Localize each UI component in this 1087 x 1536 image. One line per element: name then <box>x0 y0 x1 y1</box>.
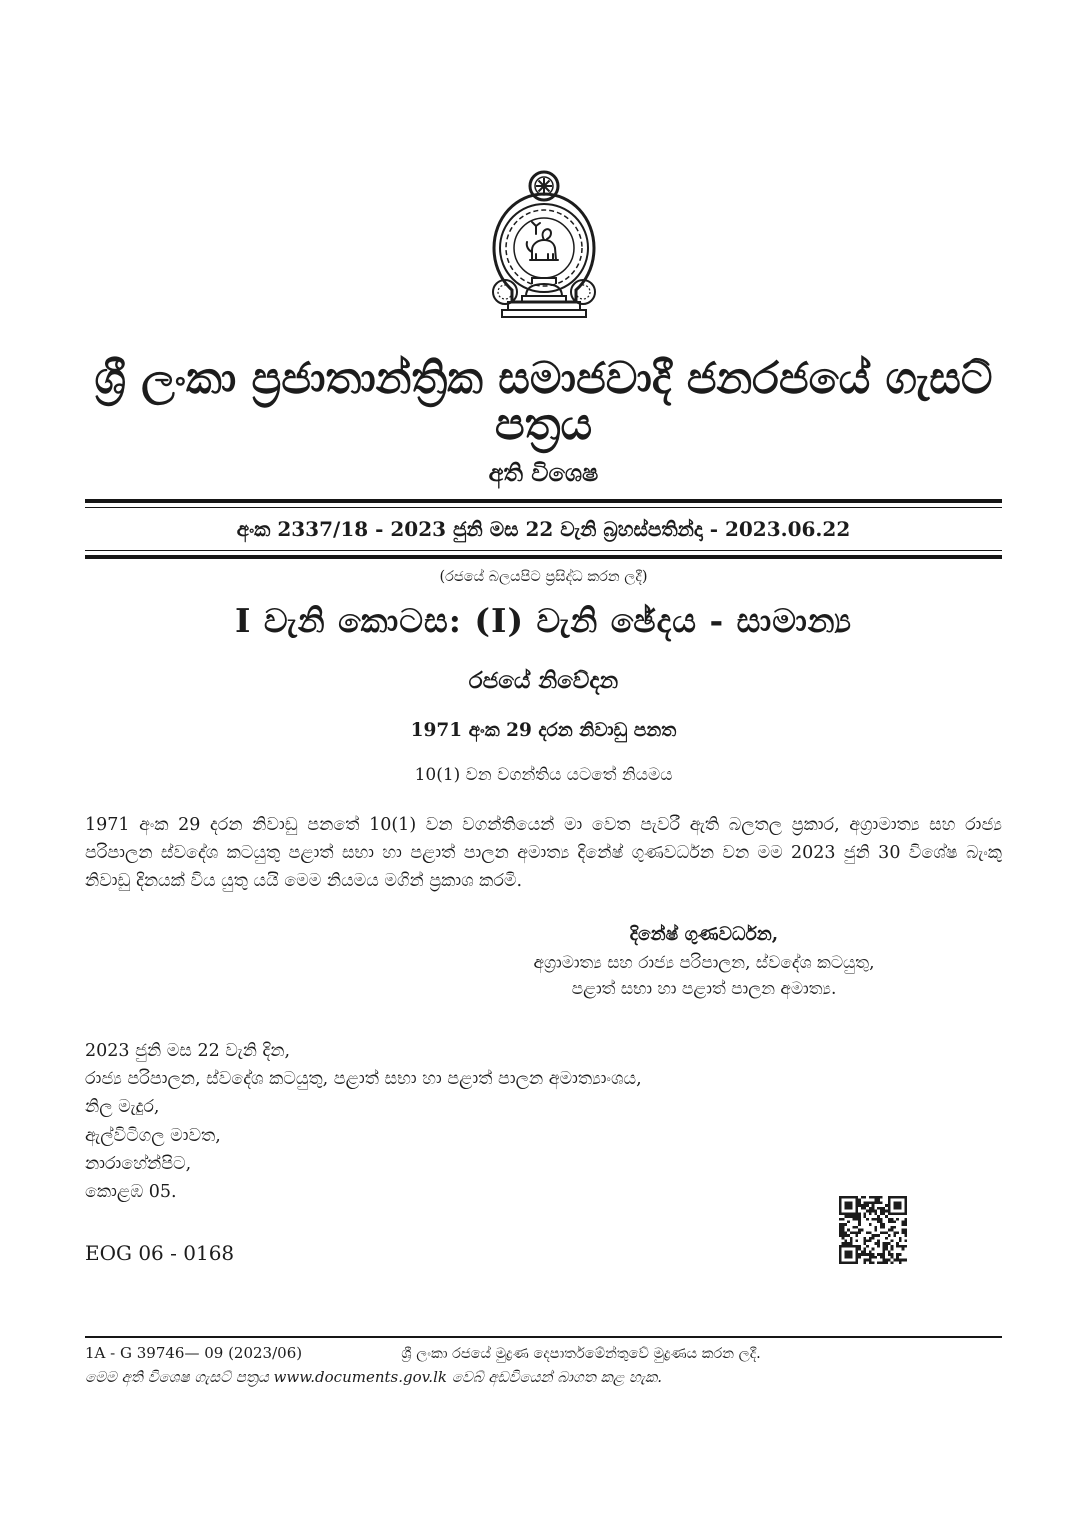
authority-note: (රජයේ බලයපිට ප්‍රසිද්ධ කරන ලදී) <box>439 569 648 586</box>
separator-top <box>85 499 1002 508</box>
dateline-line: 2023 ජුනි මස 22 වැනි දින, <box>85 1040 291 1061</box>
signatory-role-line2: පළාත් සභා හා පළාත් පාලන අමාත්‍ය. <box>571 979 837 1000</box>
sri-lanka-emblem-icon <box>478 168 610 344</box>
gazette-subtitle: අති විශෙෂ <box>488 458 599 488</box>
dateline-line: ඇල්විටිගල මාවත, <box>85 1125 221 1146</box>
qr-code-icon <box>839 1196 907 1264</box>
footer-rule <box>85 1336 1002 1338</box>
dateline-line: රාජ්‍ය පරිපාලන, ස්වදේශ කටයුතු, පළාත් සභා හා පළාත් පාලන අමාත්‍යාංශය, <box>85 1069 642 1090</box>
signatory-name: දිනේෂ් ගුණවර්ධන, <box>629 924 779 946</box>
national-emblem <box>85 168 1002 344</box>
dateline-line: නිල මැදුර, <box>85 1097 160 1118</box>
footer-printer-note: ශ්‍රී ලංකා රජයේ මුද්‍රණ දෙපාර්තමේන්තුවේ මුද්‍රණය කරන ලදී. <box>401 1346 761 1362</box>
order-title: 10(1) වන වගන්තිය යටතේ නියමය <box>414 765 673 786</box>
page-footer <box>85 1336 1002 1386</box>
footer-download-note: මෙම අති විශෙෂ ගැසට් පත්‍රය www.documents.gov.lk වෙබ් අඩවියෙන් බාගත කළ හැක. <box>85 1368 662 1386</box>
signature-block <box>494 921 914 1002</box>
notice-body-paragraph: 1971 අංක 29 දරන නිවාඩු පනතේ 10(1) වන වගන්තියෙන් මා වෙත පැවරී ඇති බලතල ප්‍රකාර, අග්‍රාමාත්‍ය සහ රාජ්‍ය පරිපාලන ස්වදේශ කටයුතු පළාත් සභා හා පළාත් පාලන අමාත්‍ය දිනේෂ් ගුණවර්ධන වන මම 2023 ජුනි 30 විශේෂ බැංකු නිවාඩු දිනයක් විය යුතු යයි මෙම නියමය මගින් ප්‍රකාශ කරමි. <box>85 815 1002 892</box>
gazette-title: ශ්‍රී ලංකා ප්‍රජාතාන්ත්‍රික සමාජවාදී ජනරජයේ ගැසට් පත්‍රය <box>94 353 993 451</box>
section-heading: රජයේ නිවේදන <box>468 667 619 695</box>
signatory-role-line1: අග්‍රාමාත්‍ය සහ රාජ්‍ය පරිපාලන, ස්වදේශ කටයුතු, <box>533 953 875 974</box>
act-title: 1971 අංක 29 දරන නිවාඩු පනත <box>410 720 677 742</box>
dateline-line: නාරාහේන්පිට, <box>85 1154 192 1175</box>
footer-print-code: 1A - G 39746— 09 (2023/06) <box>85 1344 303 1362</box>
dateline-address-block <box>85 1037 1002 1207</box>
part-heading: I වැනි කොටස: (I) වැනි ඡේදය - සාමාන්‍ය <box>235 601 852 641</box>
reference-code: EOG 06 - 0168 <box>85 1240 235 1265</box>
dateline-line: කොළඹ 05. <box>85 1182 177 1203</box>
issue-number-line: අංක 2337/18 - 2023 ජුනි මස 22 වැනි බ්‍රහස්පතින්දා - 2023.06.22 <box>236 517 851 542</box>
separator-bottom <box>85 550 1002 559</box>
